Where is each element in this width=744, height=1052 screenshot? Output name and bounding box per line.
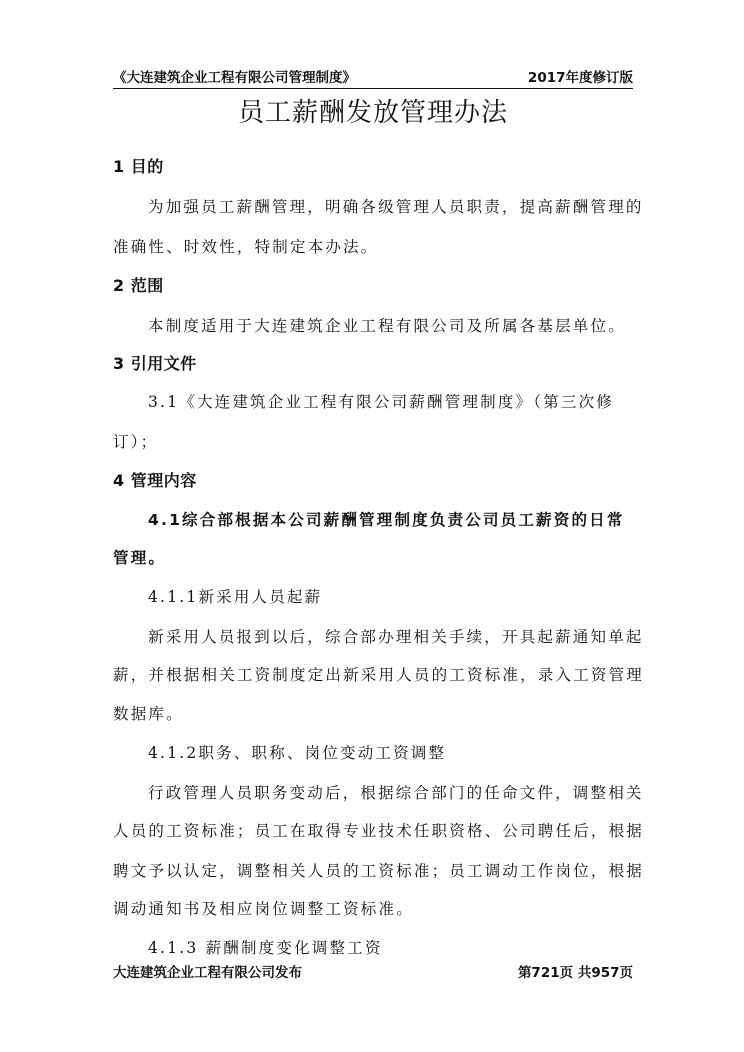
section-4-1-line1: 4.1综合部根据本公司薪酬管理制度负责公司员工薪资的日常 bbox=[148, 511, 625, 529]
section-1-heading: 1 目的 bbox=[113, 157, 164, 176]
section-4-1-3-heading: 4.1.3 薪酬制度变化调整工资 bbox=[148, 939, 383, 957]
section-3-text-line2: 订）； bbox=[113, 433, 159, 451]
footer-page-number: 第721页 共957页 bbox=[517, 965, 633, 981]
section-4-1-2-heading: 4.1.2职务、职称、岗位变动工资调整 bbox=[148, 744, 447, 762]
section-4-1-2-line4: 调动通知书及相应岗位调整工资标准。 bbox=[113, 900, 414, 918]
section-1-text-line1: 为加强员工薪酬管理，明确各级管理人员职责，提高薪酬管理的 bbox=[148, 198, 644, 216]
header-doc-title: 《大连建筑企业工程有限公司管理制度》 bbox=[113, 70, 356, 86]
section-4-1-1-line1: 新采用人员报到以后，综合部办理相关手续，开具起薪通知单起 bbox=[148, 628, 644, 646]
section-4-1-2-line3: 聘文予以认定，调整相关人员的工资标准；员工调动工作岗位，根据 bbox=[113, 862, 645, 880]
section-4-1-1-line3: 数据库。 bbox=[113, 705, 184, 723]
document-title: 员工薪酬发放管理办法 bbox=[237, 98, 508, 128]
footer-publisher: 大连建筑企业工程有限公司发布 bbox=[113, 965, 302, 981]
section-4-heading: 4 管理内容 bbox=[113, 471, 197, 490]
section-2-text: 本制度适用于大连建筑企业工程有限公司及所属各基层单位。 bbox=[148, 317, 626, 335]
section-4-1-1-line2: 薪，并根据相关工资制度定出新采用人员的工资标准，录入工资管理 bbox=[113, 666, 645, 684]
section-1-text-line2: 准确性、时效性，特制定本办法。 bbox=[113, 238, 379, 256]
section-3-text-line1: 3.1《大连建筑企业工程有限公司薪酬管理制度》（第三次修 bbox=[148, 393, 615, 411]
section-4-1-2-line1: 行政管理人员职务变动后，根据综合部门的任命文件，调整相关 bbox=[148, 784, 644, 802]
page-header bbox=[113, 62, 633, 89]
section-4-1-1-heading: 4.1.1新采用人员起薪 bbox=[148, 588, 323, 606]
section-4-1-2-line2: 人员的工资标准；员工在取得专业技术任职资格、公司聘任后，根据 bbox=[113, 822, 645, 840]
section-4-1-line2: 管理。 bbox=[113, 549, 167, 567]
header-version: 2017年度修订版 bbox=[527, 70, 633, 86]
section-2-heading: 2 范围 bbox=[113, 276, 164, 295]
section-3-heading: 3 引用文件 bbox=[113, 354, 197, 373]
